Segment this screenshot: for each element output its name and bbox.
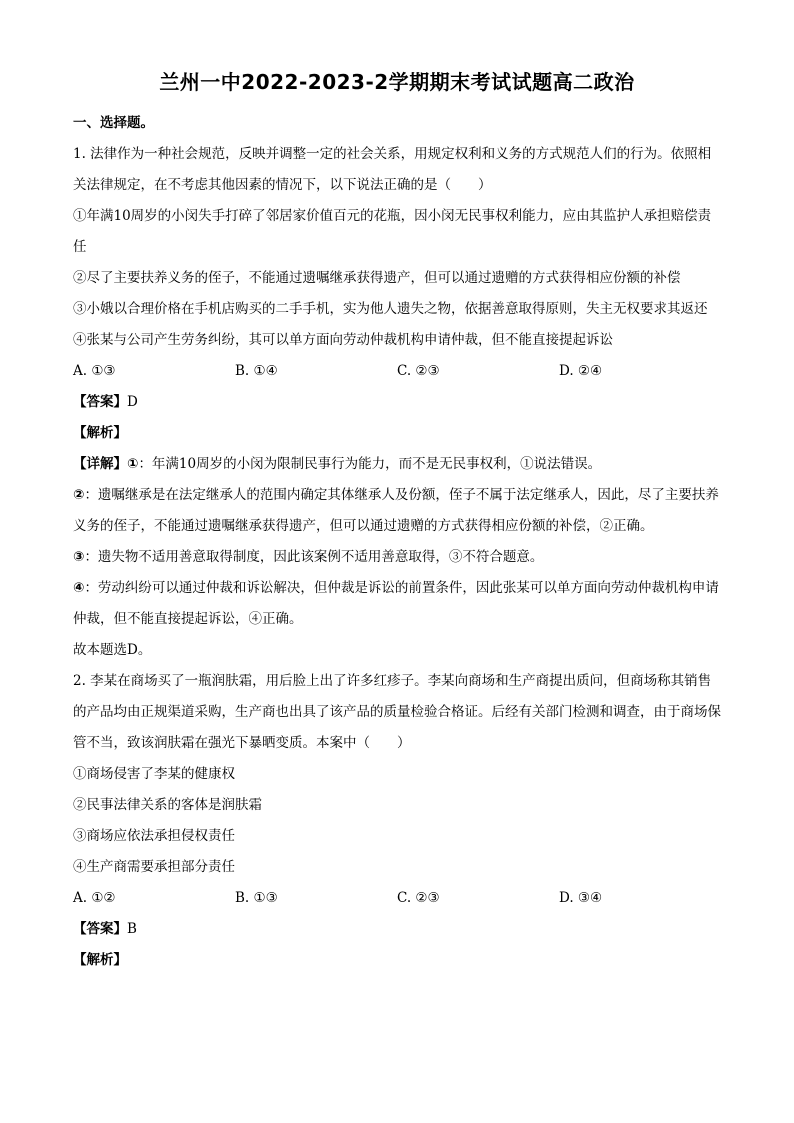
question-1-statement-4: ④张某与公司产生劳务纠纷，其可以单方面向劳动仲裁机构申请仲裁，但不能直接提起诉讼 (73, 332, 613, 348)
question-1-detail-3 (73, 542, 723, 573)
answer-tag: 【答案】 (73, 921, 127, 937)
detail-3-text: ：遗失物不适用善意取得制度，因此该案例不适用善意取得，③不符合题意。 (84, 549, 544, 565)
question-2-options (73, 883, 723, 914)
answer-value: B (127, 921, 137, 937)
question-1-answer (73, 387, 723, 418)
question-1-option-d: D. ②④ (559, 363, 603, 379)
question-2-answer (73, 914, 723, 945)
question-2-option-b: B. ①③ (235, 890, 278, 906)
question-1-stem: 1. 法律作为一种社会规范，反映并调整一定的社会关系，用规定权利和义务的方式规范人们的行为。依照相关法律规定，在不考虑其他因素的情况下，以下说法正确的是（ ） (73, 146, 712, 193)
question-1-statement-2: ②尽了主要扶养义务的侄子，不能通过遗嘱继承获得遗产，但可以通过遗赠的方式获得相应份额的补偿 (73, 270, 681, 286)
detail-4-text: ：劳动纠纷可以通过仲裁和诉讼解决，但仲裁是诉讼的前置条件，因此张某可以单方面向劳动仲裁机构申请仲裁，但不能直接提起诉讼，④正确。 (73, 580, 719, 627)
question-1-option-c: C. ②③ (397, 363, 440, 379)
detail-1-mark: ① (127, 456, 139, 472)
question-1-option-b: B. ①④ (235, 363, 278, 379)
question-1-conclusion: 故本题选D。 (73, 642, 152, 658)
question-2-stem: 2. 李某在商场买了一瓶润肤霜，用后脸上出了许多红疹子。李某向商场和生产商提出质问，但商场称其销售的产品均由正规渠道采购，生产商也出具了该产品的质量检验合格证。后经有关部门检测和调查，由于商场保管不当，致该润肤霜在强光下暴晒变质。本案中（ ） (73, 673, 721, 751)
answer-tag: 【答案】 (73, 394, 127, 410)
question-2-option-c: C. ②③ (397, 890, 440, 906)
question-2-option-d: D. ③④ (559, 890, 603, 906)
detail-2-mark: ② (73, 487, 85, 503)
question-1-analysis-tag: 【解析】 (73, 425, 127, 441)
section-heading: 一、选择题。 (73, 115, 154, 131)
question-1-options (73, 356, 723, 387)
document-body (73, 108, 723, 976)
question-2-statement-3: ③商场应依法承担侵权责任 (73, 828, 235, 844)
question-2-option-a: A. ①② (73, 890, 116, 906)
answer-value: D (127, 394, 138, 410)
question-1-detail-4 (73, 573, 723, 635)
question-1-statement-1: ①年满10周岁的小闵失手打碎了邻居家价值百元的花瓶，因小闵无民事权利能力，应由其监护人承担赔偿责任 (73, 208, 712, 255)
question-1-detail-2 (73, 480, 723, 542)
detail-2-text: ：遗嘱继承是在法定继承人的范围内确定其体继承人及份额，侄子不属于法定继承人，因此，尽了主要扶养义务的侄子，不能通过遗嘱继承获得遗产，但可以通过遗赠的方式获得相应份额的补偿，②正确。 (73, 487, 719, 534)
question-2-statement-2: ②民事法律关系的客体是润肤霜 (73, 797, 262, 813)
detail-4-mark: ④ (73, 580, 85, 596)
question-2-statement-4: ④生产商需要承担部分责任 (73, 859, 235, 875)
question-1-statement-3: ③小娥以合理价格在手机店购买的二手手机，实为他人遗失之物，依据善意取得原则，失主无权要求其返还 (73, 301, 708, 317)
question-2-analysis-tag: 【解析】 (73, 952, 127, 968)
detail-3-mark: ③ (73, 549, 85, 565)
question-1-option-a: A. ①③ (73, 363, 116, 379)
question-2-statement-1: ①商场侵害了李某的健康权 (73, 766, 235, 782)
page-title: 兰州一中2022-2023-2学期期末考试试题高二政治 (159, 70, 635, 94)
detail-1-text: ：年满10周岁的小闵为限制民事行为能力，而不是无民事权利，①说法错误。 (138, 456, 602, 472)
detail-tag: 【详解】 (73, 456, 127, 472)
question-1-detail-1 (73, 449, 723, 480)
